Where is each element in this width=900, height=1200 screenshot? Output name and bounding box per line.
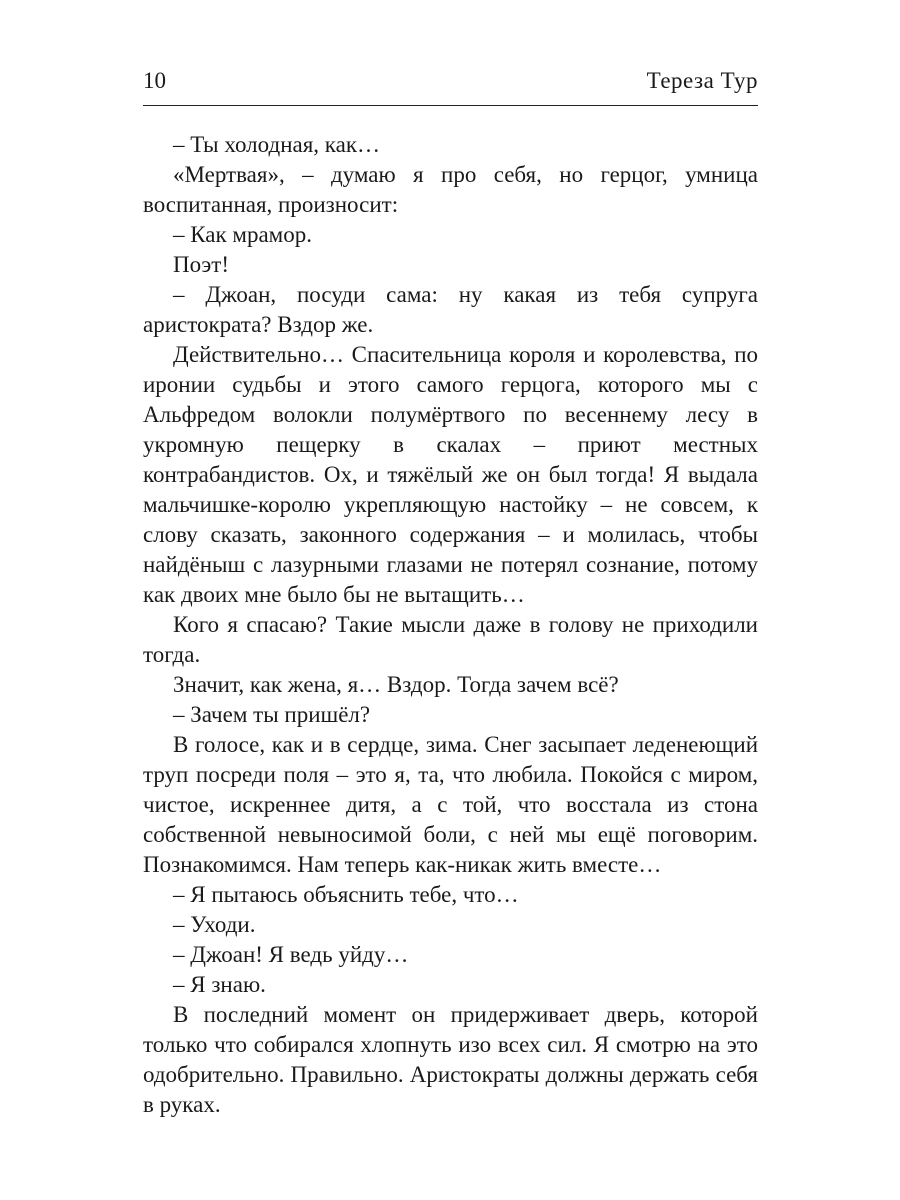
paragraph: – Ты холодная, как…	[173, 132, 380, 157]
running-head-author: Тереза Тур	[646, 68, 758, 93]
header-rule	[143, 105, 758, 106]
paragraph: В последний момент он придерживает дверь, которой только что собирался хлопнуть изо всех сил. Я смотрю на это одобрительно. Правильно. Аристократы должны держать себя в руках.	[143, 1002, 758, 1117]
paragraph: В голосе, как и в сердце, зима. Снег засыпает леденеющий труп посреди поля – это я, та, что любила. Покойся с миром, чистое, искреннее дитя, а с той, что восстала из стона собственной невыносимой боли, с ней мы ещё поговорим. Познакомимся. Нам теперь как-никак жить вместе…	[143, 732, 758, 877]
page-number: 10	[143, 68, 166, 93]
paragraph: Поэт!	[173, 252, 229, 277]
paragraph: – Джоан, посуди сама: ну какая из тебя супруга аристократа? Вздор же.	[143, 282, 758, 337]
paragraph: – Зачем ты пришёл?	[173, 702, 371, 727]
paragraph: «Мертвая», – думаю я про себя, но герцог, умница воспитанная, произносит:	[143, 162, 758, 217]
paragraph: – Уходи.	[173, 912, 256, 937]
paragraph: Значит, как жена, я… Вздор. Тогда зачем всё?	[173, 672, 619, 697]
paragraph: Кого я спасаю? Такие мысли даже в голову не приходили тогда.	[143, 612, 758, 667]
paragraph: – Как мрамор.	[173, 222, 312, 247]
page-header	[143, 66, 758, 100]
paragraph: Действительно… Спасительница короля и королевства, по иронии судьбы и этого самого герцога, которого мы с Альфредом волокли полумёртвого по весеннему лесу в укромную пещерку в скалах – приют местных контрабандистов. Ох, и тяжёлый же он был тогда! Я выдала мальчишке-королю укрепляющую настойку – не совсем, к слову сказать, законного содержания – и молилась, чтобы найдёныш с лазурными глазами не потерял сознание, потому как двоих мне было бы не вытащить…	[143, 342, 758, 607]
paragraph: – Джоан! Я ведь уйду…	[173, 942, 409, 967]
body-text	[143, 130, 758, 1120]
paragraph: – Я знаю.	[173, 972, 266, 997]
paragraph: – Я пытаюсь объяснить тебе, что…	[173, 882, 519, 907]
